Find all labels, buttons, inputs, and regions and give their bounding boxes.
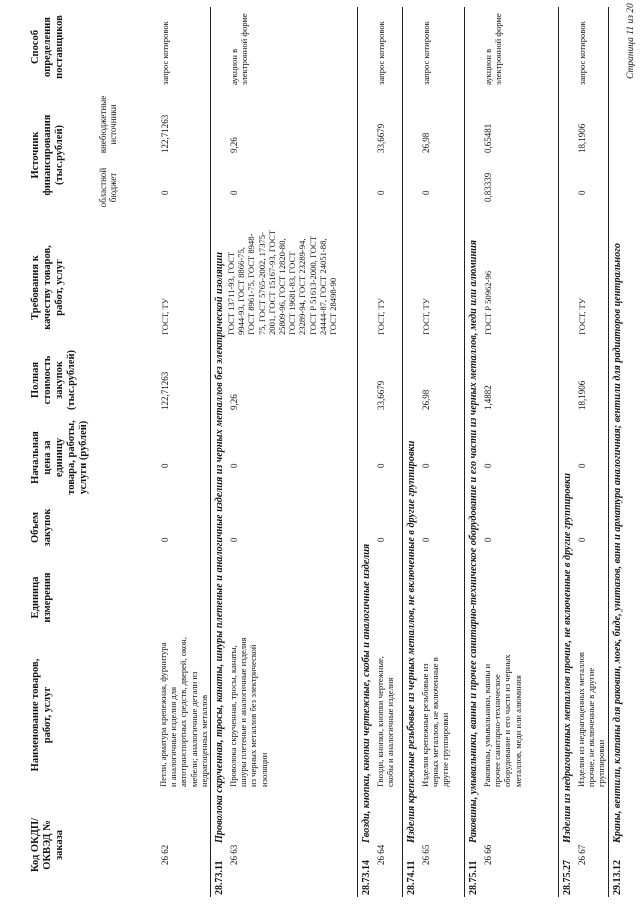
row-name: Изделия крепежные резьбовые из черных металлов, не включенные в другие группировки bbox=[420, 657, 451, 787]
row-divider bbox=[210, 7, 211, 897]
row-extra: 33,6679 bbox=[376, 123, 386, 153]
row-method: запрос котировок bbox=[577, 21, 587, 85]
row-total: 33,6679 bbox=[376, 380, 386, 410]
header-method: Способ определения поставщиков bbox=[30, 15, 65, 79]
row-divider bbox=[357, 7, 358, 897]
group-title: Проволока скрученная, тросы, канаты, шнуры плетеные и аналогичные изделия из черных металлов без электрической изоляции bbox=[214, 252, 225, 843]
header-total: Полная стоимость закупок (тыс.рублей) bbox=[30, 349, 77, 411]
row-code: 26 65 bbox=[421, 844, 431, 865]
row-regional: 0 bbox=[421, 190, 431, 195]
row-volume: 0 bbox=[229, 537, 239, 542]
row-total: 18,1906 bbox=[577, 380, 587, 410]
row-price: 0 bbox=[160, 463, 170, 468]
row-divider bbox=[464, 7, 465, 897]
row-regional: 0,83339 bbox=[483, 172, 493, 202]
group-code: 28.73.11 bbox=[214, 860, 225, 895]
group-title: Изделия из недрагоценных металлов прочие, не включенные в другие группировки bbox=[562, 473, 573, 843]
group-title: Краны, вентили, клапаны для раковин, моек, биде, унитазов, ванн и арматура аналогичная; вентили для радиаторов центрального bbox=[612, 242, 623, 843]
row-volume: 0 bbox=[577, 537, 587, 542]
row-requirements: ГОСТ Р 50962-96 bbox=[483, 270, 493, 335]
row-method: запрос котировок bbox=[421, 21, 431, 85]
row-price: 0 bbox=[577, 463, 587, 468]
row-method: запрос котировок bbox=[160, 21, 170, 85]
row-requirements: ГОСТ, ТУ bbox=[160, 298, 170, 335]
row-name: Проволока скрученная, тросы, канаты, шнуры плетеные и аналогичные изделия из черных металлов без электрической изоляции bbox=[228, 637, 269, 787]
row-divider bbox=[402, 7, 403, 897]
row-total: 122,71263 bbox=[160, 371, 170, 410]
row-price: 0 bbox=[229, 463, 239, 468]
row-divider bbox=[608, 7, 609, 897]
header-volume: Объем закупок bbox=[30, 508, 53, 547]
header-unit: Единица измерения bbox=[30, 572, 53, 623]
row-extra: 122,71263 bbox=[160, 114, 170, 153]
row-extra: 18,1906 bbox=[577, 123, 587, 153]
row-regional: 0 bbox=[577, 190, 587, 195]
row-extra: 0,65481 bbox=[483, 123, 493, 153]
group-code: 28.75.11 bbox=[468, 860, 479, 895]
header-funding: Источник финансирования (тыс.рублей) bbox=[30, 114, 65, 196]
header-price: Начальная цена за единицу товара, работы, услуги (рублей) bbox=[30, 420, 89, 495]
header-requirements: Требования к качеству товаров, работ, услуг bbox=[30, 245, 65, 330]
group-code: 28.73.14 bbox=[361, 860, 372, 895]
row-price: 0 bbox=[483, 463, 493, 468]
group-code: 28.75.27 bbox=[562, 860, 573, 895]
group-code: 29.13.12 bbox=[612, 860, 623, 895]
row-name: Петли, арматура крепежная, фурнитура и аналогичные изделия для автотранспортных средств, дверей, окон, мебели; аналогичные детали из недрагоценных металлов bbox=[158, 637, 209, 787]
header-funding-extra: внебюджетные источники bbox=[98, 95, 118, 154]
row-volume: 0 bbox=[421, 537, 431, 542]
row-method: запрос котировок bbox=[376, 21, 386, 85]
header-code: Код ОКДП/ ОКВЭД № заказа bbox=[30, 817, 65, 873]
header-funding-regional: областной бюджет bbox=[98, 167, 118, 208]
header-name: Наименование товаров, работ, услуг bbox=[30, 658, 53, 772]
row-volume: 0 bbox=[376, 537, 386, 542]
row-method: аукцион в электронной форме bbox=[483, 13, 504, 85]
row-extra: 26,98 bbox=[421, 132, 431, 153]
row-volume: 0 bbox=[160, 537, 170, 542]
row-requirements: ГОСТ, ТУ bbox=[376, 298, 386, 335]
row-extra: 9,26 bbox=[229, 137, 239, 153]
row-code: 26 66 bbox=[483, 844, 493, 865]
row-total: 26,98 bbox=[421, 389, 431, 410]
page-number: Страница 11 из 20 bbox=[626, 3, 636, 79]
row-code: 26 67 bbox=[577, 844, 587, 865]
row-name: Изделия из недрагоценных металлов прочие, не включенные в другие группировки bbox=[576, 652, 607, 787]
group-title: Раковины, умывальники, ванны и прочее санитарно-техническое оборудование и его части из черных металлов, меди или алюминия bbox=[468, 239, 479, 843]
row-total: 1,4882 bbox=[483, 385, 493, 410]
row-code: 26 63 bbox=[229, 844, 239, 865]
row-total: 9,26 bbox=[229, 394, 239, 410]
row-name: Раковины, умывальники, ванны и прочее санитарно-техническое оборудование и его части из черных металлов, меди или алюминия bbox=[482, 654, 523, 787]
row-regional: 0 bbox=[229, 190, 239, 195]
row-code: 26 62 bbox=[160, 844, 170, 865]
row-volume: 0 bbox=[483, 537, 493, 542]
row-requirements: ГОСТ, ТУ bbox=[577, 298, 587, 335]
row-code: 26 64 bbox=[376, 844, 386, 865]
row-divider bbox=[558, 7, 559, 897]
row-regional: 0 bbox=[376, 190, 386, 195]
group-code: 28.74.11 bbox=[406, 860, 417, 895]
row-name: Гвозди, кнопки, кнопки чертежные, скобы и аналогичные изделия bbox=[375, 656, 396, 787]
row-price: 0 bbox=[421, 463, 431, 468]
group-title: Гвозди, кнопки, кнопки чертежные, скобы и аналогичные изделия bbox=[361, 543, 372, 843]
row-price: 0 bbox=[376, 463, 386, 468]
row-requirements: ГОСТ, ТУ bbox=[421, 298, 431, 335]
row-method: аукцион в электронной форме bbox=[229, 13, 250, 85]
row-regional: 0 bbox=[160, 190, 170, 195]
group-title: Изделия крепежные резьбовые из черных металлов, не включенные в другие группировки bbox=[406, 440, 417, 843]
row-requirements: ГОСТ 13711-93, ГОСТ 9944-93, ГОСТ 8866-75, ГОСТ 8961-75, ГОСТ 8948-75, ГОСТ 5765-2002, 17375-2001, ГОСТ 15167-93, ГОСТ 25809-96, ГОСТ 12820-80, ГОСТ 19681-83, ГОСТ 23289-94, ГОСТ 23289-94, ГОСТ Р 51613-2000, ГОСТ 24444-87, ГОСТ 24051-88, ГОСТ 28498-90 bbox=[226, 230, 339, 335]
